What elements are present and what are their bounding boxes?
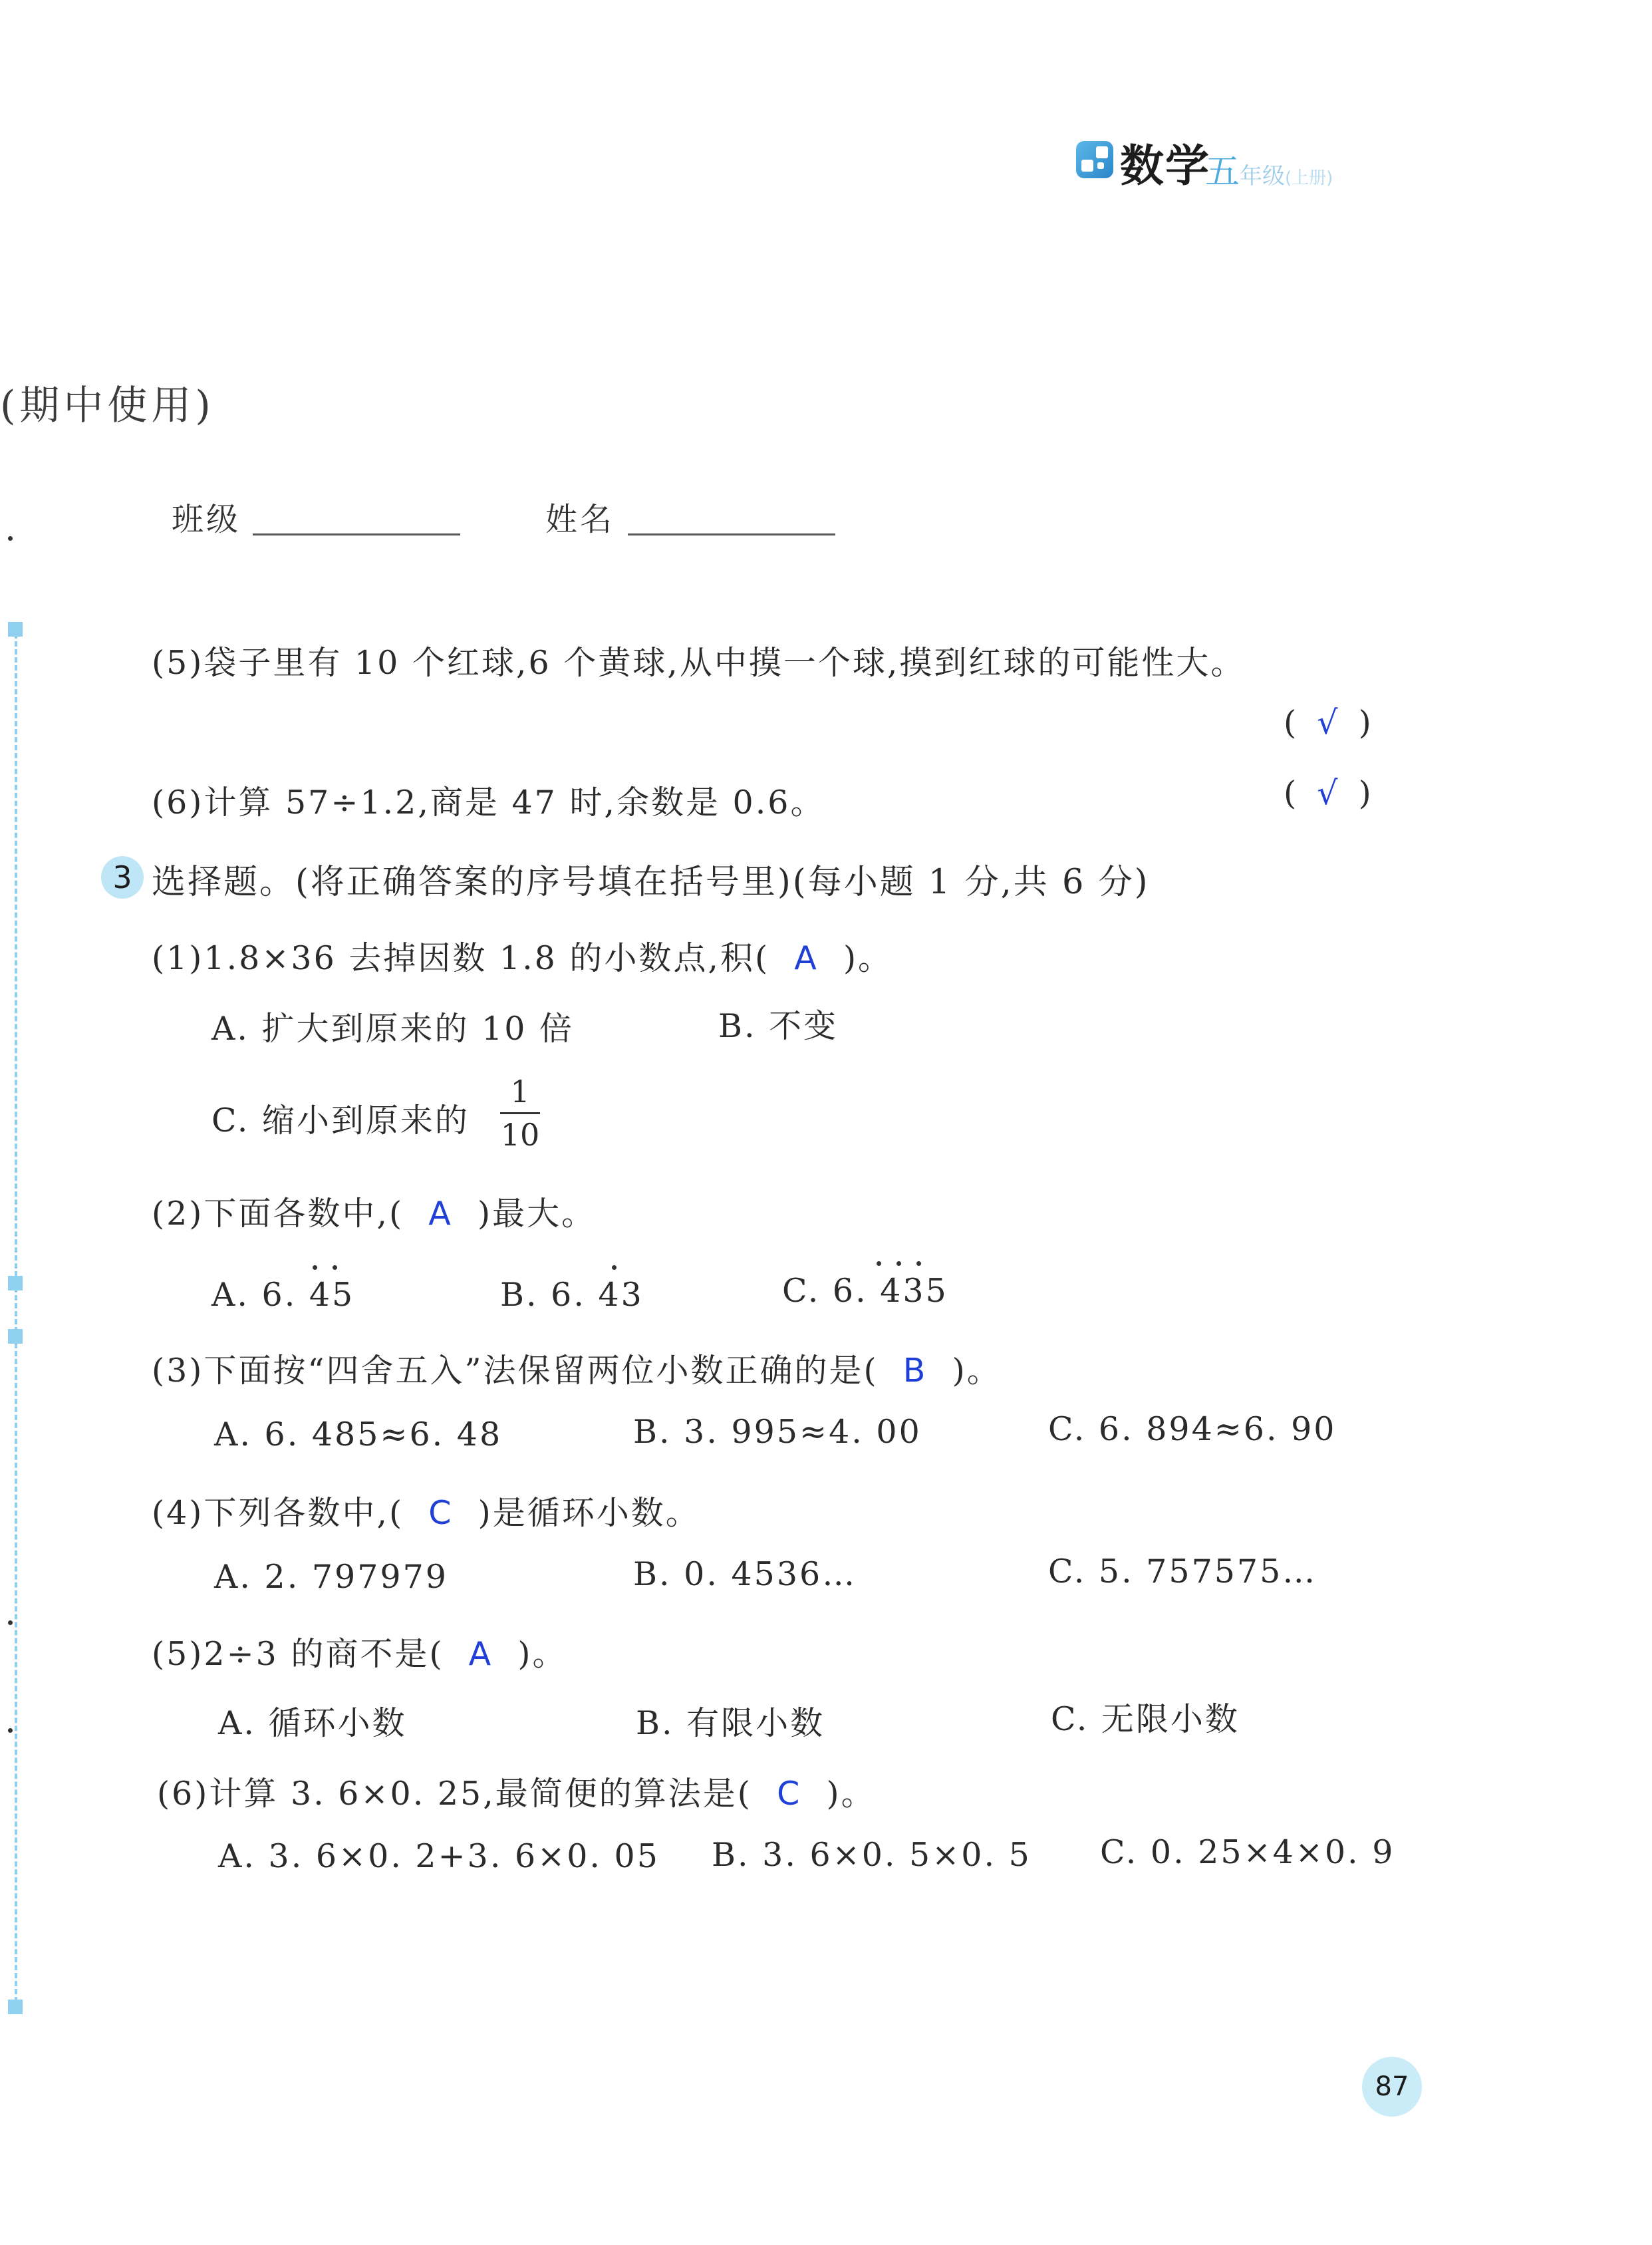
name-label: 姓名 [545,501,615,538]
binding-mark [8,1276,23,1290]
logo-icon [1076,141,1113,178]
question-1-answer[interactable]: A [794,939,819,977]
question-1-option-a: A. 扩大到原来的 10 倍 [211,1010,575,1048]
question-5-tail: )。 [517,1635,567,1673]
section-number-badge: 3 [101,856,144,899]
question-5 [152,1628,567,1675]
question-3-tail: )。 [952,1352,1002,1390]
judgment-answer-6: √ [1317,774,1338,812]
repeating-dot [916,1261,921,1266]
question-4-tail: )是循环小数。 [478,1494,700,1532]
header-grade-suffix: 年级 [1240,163,1286,190]
binding-mark [8,2000,23,2014]
binding-dashed-line [15,625,17,2002]
question-4-option-b: B. 0. 4536… [633,1555,857,1593]
question-6-answer[interactable]: C [777,1775,802,1813]
binding-mark [8,622,23,637]
judgment-answer-bracket-5[interactable]: ( √ ) [1284,704,1371,742]
question-4-option-c: C. 5. 757575… [1048,1553,1317,1590]
judgment-answer-5: √ [1317,704,1338,742]
question-5-option-a: A. 循环小数 [218,1704,407,1742]
question-4-stem: (4)下列各数中,( [152,1494,404,1532]
question-2 [152,1188,596,1235]
question-5-answer[interactable]: A [468,1635,493,1673]
judgment-answer-bracket-6[interactable]: ( √ ) [1284,774,1371,812]
repeating-dot [313,1265,317,1270]
question-3-option-c: C. 6. 894≈6. 90 [1048,1410,1337,1448]
question-3-answer[interactable]: B [902,1352,928,1390]
question-3-option-a: A. 6. 485≈6. 48 [214,1416,503,1453]
question-6-option-a: A. 3. 6×0. 2+3. 6×0. 05 [218,1837,660,1875]
judgment-item-5: (5)袋子里有 10 个红球,6 个黄球,从中摸一个球,摸到红球的可能性大。 [152,644,1246,682]
question-1-option-b: B. 不变 [718,1007,839,1045]
question-1 [152,933,893,979]
question-4-answer[interactable]: C [428,1494,454,1532]
question-3 [152,1345,1002,1392]
binding-dot [8,1620,13,1625]
repeating-dot [896,1261,901,1266]
question-1-option-c-fraction [500,1074,540,1153]
fraction-bar [500,1112,540,1114]
question-1-option-c: C. 缩小到原来的 [211,1102,470,1139]
question-3-option-b: B. 3. 995≈4. 00 [633,1413,922,1451]
question-2-option-c: C. 6. 435 [782,1272,948,1310]
section-3-title: 选择题。(将正确答案的序号填在括号里)(每小题 1 分,共 6 分) [152,863,1150,902]
question-1-stem: (1)1.8×36 去掉因数 1.8 的小数点,积( [152,939,770,977]
judgment-item-6: (6)计算 57÷1.2,商是 47 时,余数是 0.6。 [152,784,825,822]
question-2-answer[interactable]: A [428,1195,453,1233]
question-5-option-b: B. 有限小数 [636,1704,825,1742]
question-2-option-a: A. 6. 45 [211,1276,355,1314]
question-2-option-b: B. 6. 43 [500,1276,644,1314]
question-5-stem: (5)2÷3 的商不是( [152,1635,444,1673]
page-number: 87 [1362,2057,1422,2117]
repeating-dot [877,1261,881,1266]
header-subject: 数学 [1120,140,1210,192]
question-4-option-a: A. 2. 797979 [214,1558,448,1596]
class-input-line[interactable] [253,533,460,535]
question-5-option-c: C. 无限小数 [1051,1700,1240,1738]
question-2-tail: )最大。 [477,1195,597,1233]
repeating-dot [333,1265,337,1270]
repeating-dot [612,1265,617,1270]
header-grade-number: 五 [1205,152,1240,192]
page-title: (期中使用) [0,382,215,429]
question-6-stem: (6)计算 3. 6×0. 25,最简便的算法是( [157,1775,752,1813]
question-6-option-c: C. 0. 25×4×0. 9 [1100,1833,1395,1871]
question-2-stem: (2)下面各数中,( [152,1195,404,1233]
class-label: 班级 [172,501,241,538]
question-1-tail: )。 [843,939,893,977]
header-grade [1205,144,1333,194]
binding-dot [8,1728,13,1733]
question-3-stem: (3)下面按“四舍五入”法保留两位小数正确的是( [152,1352,879,1390]
name-input-line[interactable] [628,533,835,535]
question-4 [152,1487,700,1534]
binding-mark [8,1329,23,1344]
question-6 [157,1768,876,1815]
question-6-tail: )。 [826,1775,876,1813]
binding-dot [8,536,13,541]
fraction-denominator: 10 [500,1117,540,1153]
question-6-option-b: B. 3. 6×0. 5×0. 5 [712,1836,1032,1874]
header-volume: (上册) [1285,168,1333,188]
fraction-numerator: 1 [510,1074,530,1110]
